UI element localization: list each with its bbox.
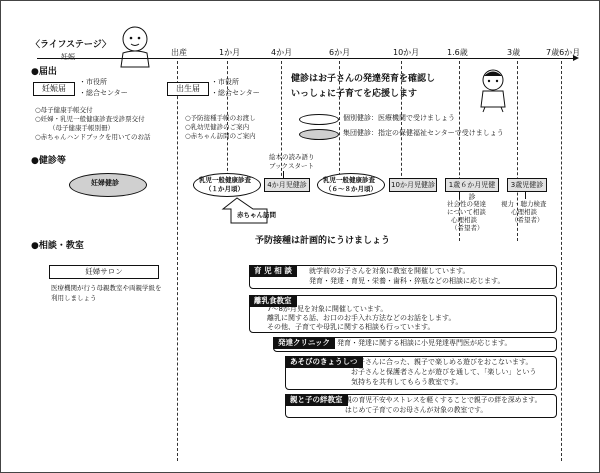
program-development-line-1: 発育・発達に関する相談に小児発達専門医が応じます。 [337,339,512,347]
baby-visit: 赤ちゃん訪問 [237,211,276,219]
y16-note-2: について相談 [447,208,486,216]
pregnancy-item-3: （母子健康手帳別冊） [49,124,114,132]
section-checkup: ●健診等 [31,156,66,166]
y3-note-2: 心理相談 [511,208,537,216]
guide-7y6m [561,61,562,461]
timeline-7y6m: 7歳6か月 [546,48,581,57]
program-weaning-line-1: 7～8か月児を対象に開催しています。 [267,305,388,313]
program-bond-title: 親と子の絆教室 [285,394,348,406]
birth-where-1: ・市役所 [211,78,239,86]
vaccination-message: 予防接種は計画的にうけましょう [255,236,391,246]
y16-connector [459,191,460,199]
legend-group: 集団健診：指定の保健福祉センターで受けましょう [343,129,504,137]
checkup-4m: 4か月児健診 [264,178,310,192]
timeline-axis [37,58,577,59]
pregnancy-where-1: ・市役所 [79,78,107,86]
timeline-10m: 10か月 [393,48,420,57]
pregnancy-item-1: ○母子健康手帳交付 [35,106,93,114]
infant2-line-1: 乳児一般健康診査 [323,176,375,184]
message-line-1: 健診はお子さんの発達発育を確認し [291,74,436,84]
guide-birth [177,61,178,461]
program-childcare-line-1: 就学前のお子さんを対象に教室を開催しています。 [309,267,470,275]
timeline-6m: 6か月 [329,48,351,57]
birth-where-2: ・総合センター [211,89,260,97]
message-line-2: いっしょに子育てを応援します [291,89,418,99]
birth-item-2: ○乳幼児健診のご案内 [185,123,250,131]
program-weaning-line-3: その他、子育てや母乳に関する相談も行っています。 [267,323,435,331]
infant2-line-2: （６～８か月頃） [325,185,377,193]
salon-desc-2: 利用しましょう [51,294,97,302]
program-play-line-3: 気持ちを共有してもらう教室です。 [351,378,463,386]
picture-book-connector [283,171,284,178]
checkup-3y: 3歳児健診 [507,178,547,192]
program-weaning-line-2: 離乳に関する話、お口のお手入れ方法などのお話をします。 [267,314,456,322]
y3-connector [525,191,526,199]
picture-book-1: 絵本の読み語り [269,153,315,161]
program-childcare-title: 育 児 相 談 [249,265,297,277]
salon-box: 妊婦サロン [49,265,159,279]
baby-illustration-icon [113,23,157,69]
pregnancy-item-2: ○妊婦・乳児一般健康診査受診票交付 [35,115,145,123]
legend-individual-swatch [299,114,339,125]
section-consult: ●相談・教室 [31,241,84,251]
y3-note-3: （希望者） [511,216,544,224]
y16-note-4: （希望者） [451,224,484,232]
pregnancy-box: 妊娠届 [33,82,75,96]
program-childcare-line-2: 発育・発達・育児・栄養・歯科・猝瓶などの相談に応じます。 [309,277,505,285]
program-weaning-title: 離乳食教室 [249,295,297,307]
timeline-3y: 3歳 [507,48,521,57]
pregnancy-item-4: ○赤ちゃんハンドブックを用いてのお話 [35,133,151,141]
pregnancy-label: 妊娠 [61,53,75,61]
maternal-checkup: 妊婦健診 [91,179,119,187]
section-notification: ●届出 [31,67,57,77]
program-bond-line-1: 親の育児不安やストレスを軽くすることで親子の絆を深めます。 [345,396,542,404]
page-title: 〈ライフステージ〉 [31,40,111,50]
y16-note-3: 心理相談 [451,216,477,224]
timeline-4m: 4か月 [271,48,293,57]
timeline-1-6y: 1.6歳 [447,48,468,57]
salon-desc-1: 医療機関が行う母親教室や両親学級を [51,284,162,292]
program-development-title: 発達クリニック [273,337,335,349]
program-play-line-2: お子さんと保護者さんとが遊びを通して、「楽しい」という [351,368,537,376]
timeline-1m: 1か月 [219,48,241,57]
checkup-10m: 10か月児健診 [389,178,437,192]
birth-box: 出生届 [167,82,209,96]
birth-item-1: ○予防接種手帳のお渡し [185,114,256,122]
program-bond-line-2: はじめて子育てのお母さんが対象の教室です。 [345,406,488,414]
legend-group-swatch [299,129,339,140]
legend-individual: 個別健診：医療機関で受けましょう [343,114,455,122]
infant1-line-1: 乳児一般健康診査 [199,176,251,184]
birth-item-3: ○赤ちゃん訪問のご案内 [185,132,256,140]
toddler-illustration-icon [473,67,513,113]
pregnancy-where-2: ・総合センター [79,89,128,97]
picture-book-2: ブックスタート [269,162,314,170]
timeline-birth: 出産 [171,48,187,57]
program-play-line-1: お子さんに合った、親子で楽しめる遊びをおこないます。 [351,358,533,366]
program-play-title: あそびのきょうしつ [285,356,363,368]
y16-note-1: 社会性の発達 [447,200,486,208]
checkup-1-6y: 1歳６か月児健診 [445,178,499,192]
y3-note-1: 視力・聴力検査 [501,200,547,208]
infant1-line-2: （１か月頃） [205,185,244,193]
